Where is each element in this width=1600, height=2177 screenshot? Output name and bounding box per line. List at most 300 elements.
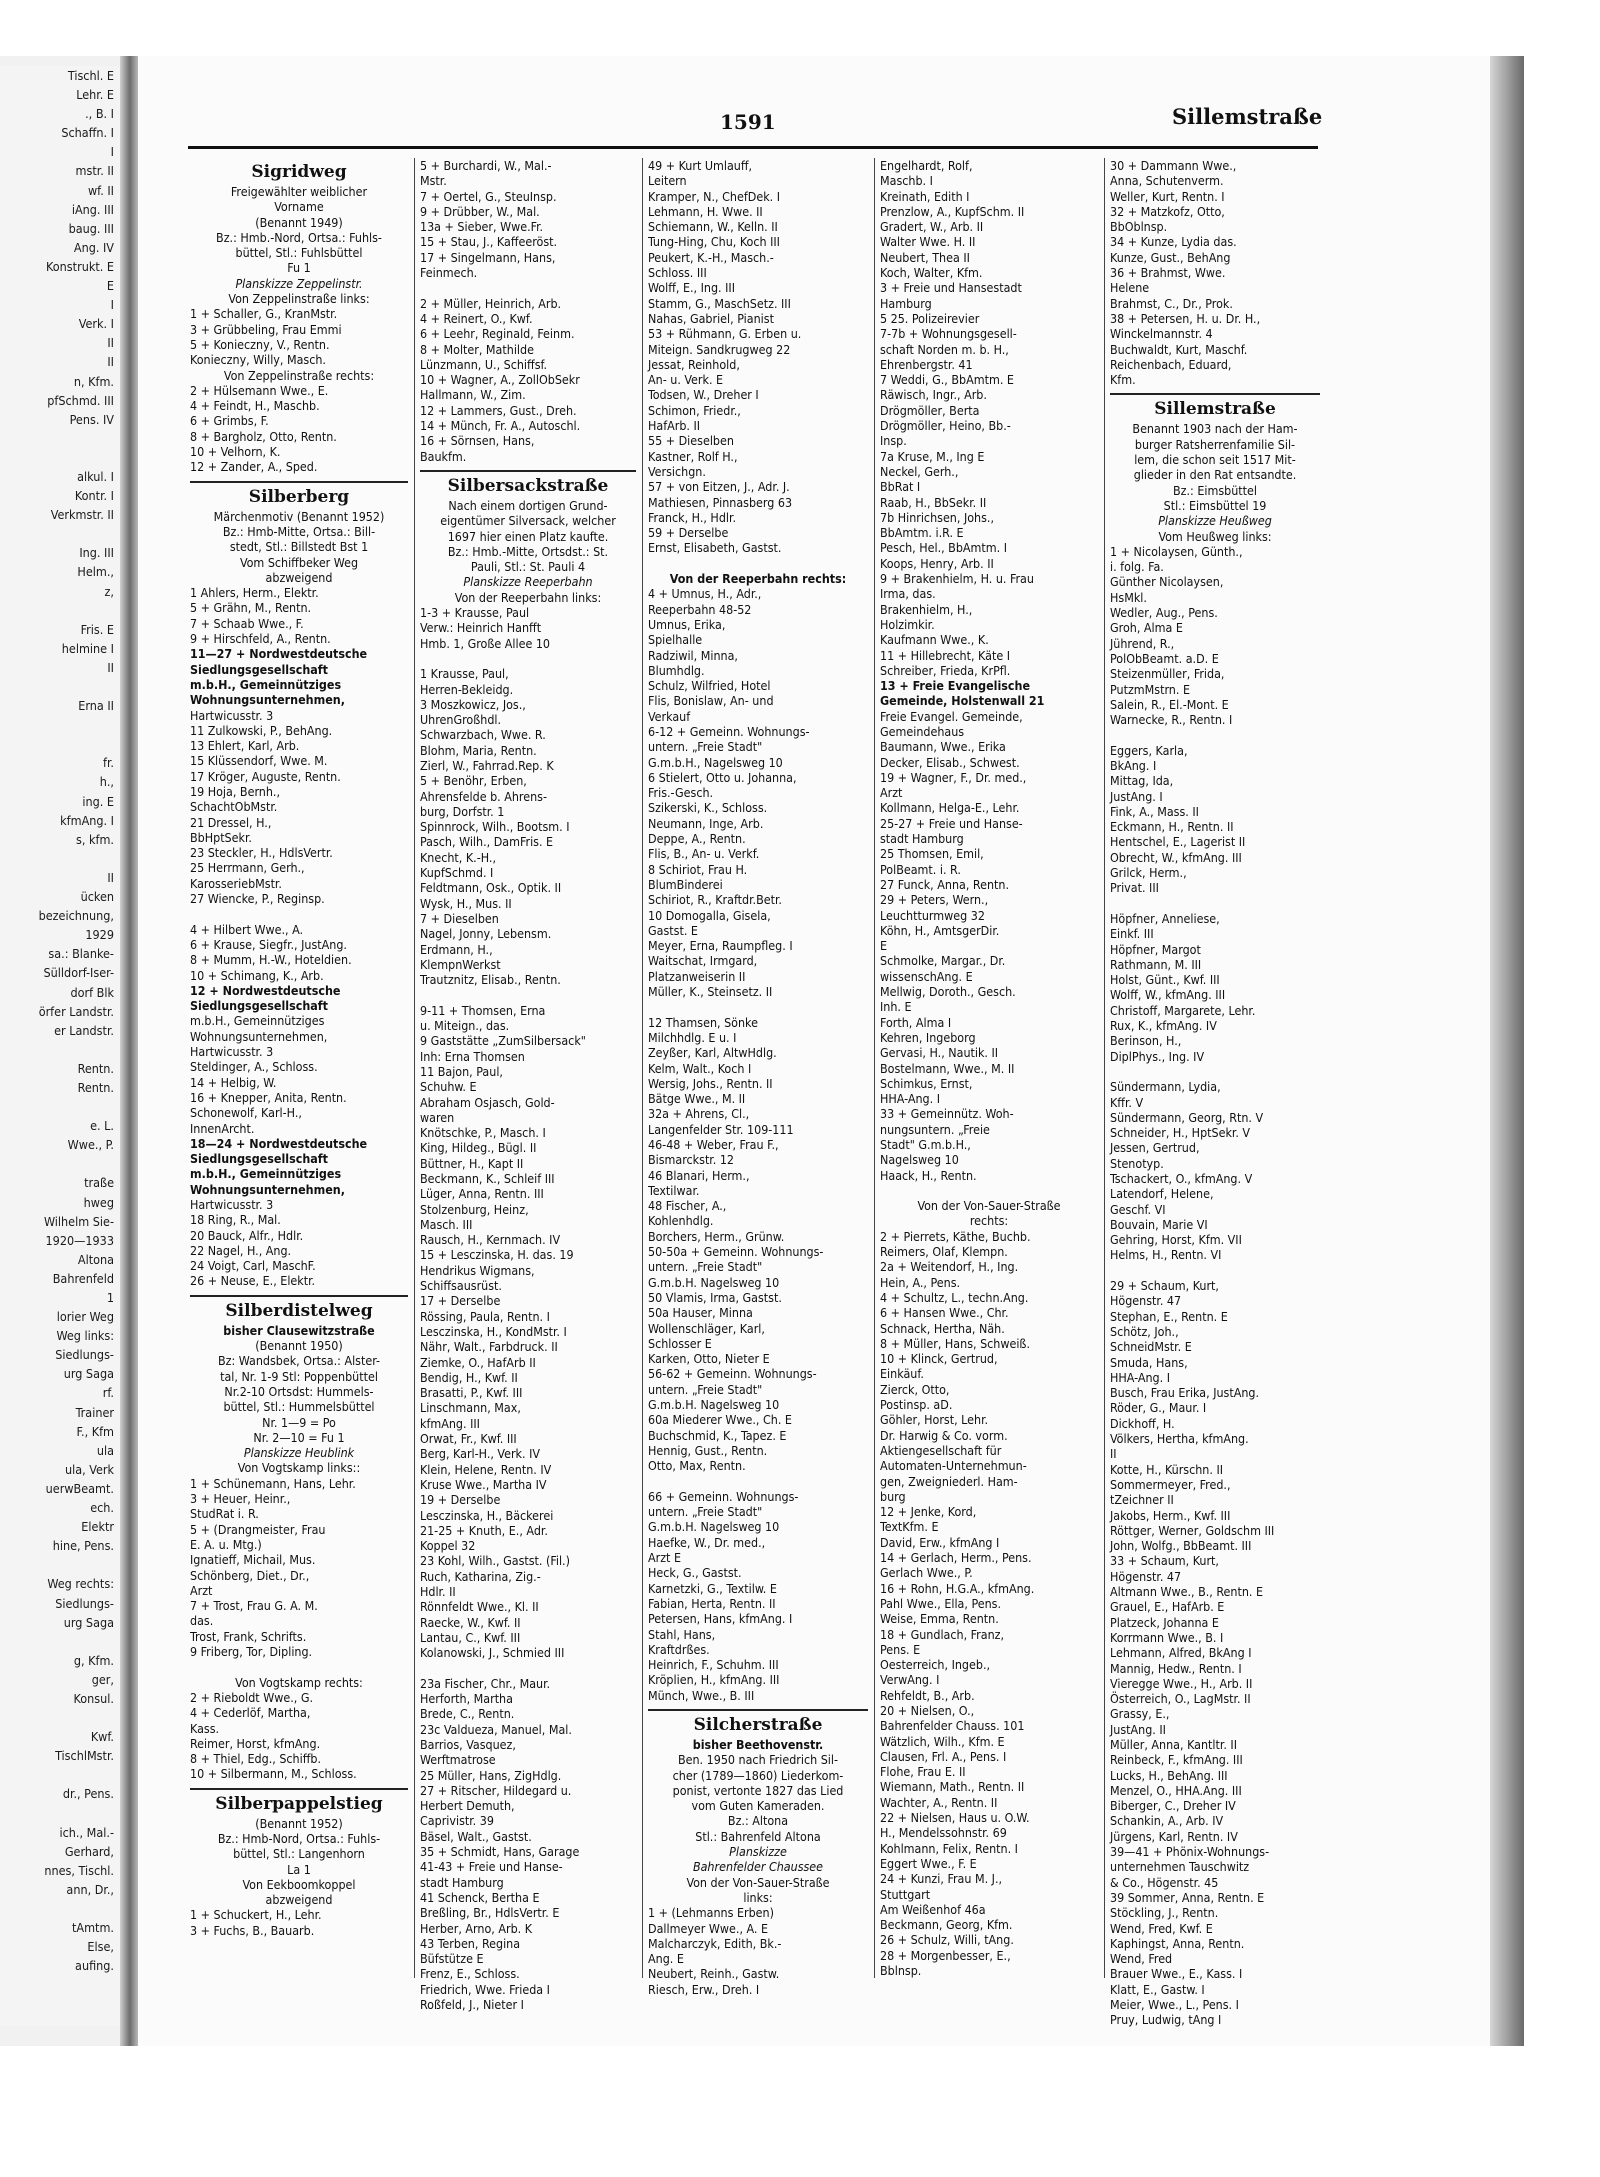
directory-line: Raecke, W., Kwf. II	[420, 1614, 521, 1630]
directory-column-2	[420, 158, 636, 2013]
directory-line: Gervasi, H., Nautik. II	[880, 1045, 999, 1061]
directory-line: Flis, B., An- u. Verkf.	[648, 846, 760, 862]
directory-line: Lüger, Anna, Rentn. III	[420, 1186, 544, 1202]
directory-line: 24 Voigt, Carl, MaschF.	[190, 1258, 316, 1274]
directory-line: Nagel, Jonny, Lebensm.	[420, 926, 552, 942]
directory-line: Gradert, W., Arb. II	[880, 219, 984, 235]
directory-line: 13a + Sieber, Wwe.Fr.	[420, 219, 544, 235]
left-page-line: Weg links:	[56, 1328, 114, 1344]
directory-line: 23a Fischer, Chr., Maur.	[420, 1675, 551, 1691]
left-page-line: Kontr. I	[74, 488, 114, 504]
directory-line: 19 + Derselbe	[420, 1492, 501, 1508]
directory-line: 22 Nagel, H., Ang.	[190, 1242, 292, 1258]
directory-line: Vorname	[274, 199, 324, 215]
directory-line: 1697 hier einen Platz kaufte.	[447, 528, 609, 544]
directory-line: Gemeinde, Holstenwall 21	[880, 693, 1045, 709]
directory-line: Wiemann, Math., Rentn. II	[880, 1779, 1025, 1795]
left-page-line: Konstrukt. E	[46, 258, 114, 274]
left-page-line: tAmtm.	[72, 1920, 114, 1936]
directory-line: 12 + Lammers, Gust., Dreh.	[420, 402, 577, 418]
directory-line: Räwisch, Ingr., Arb.	[880, 387, 987, 403]
left-page-line: Bahrenfeld	[52, 1270, 114, 1286]
directory-line: Jessat, Reinhold,	[648, 356, 740, 372]
directory-line: Kastner, Rolf H.,	[648, 448, 738, 464]
directory-line: G.m.b.H. Nagelsweg 10	[648, 1397, 780, 1413]
directory-line: 26 + Neuse, E., Elektr.	[190, 1273, 316, 1289]
directory-line: stadt Hamburg	[880, 831, 964, 847]
left-page-line: z,	[104, 583, 114, 599]
directory-line: Berg, Karl-H., Verk. IV	[420, 1446, 540, 1462]
directory-line: Planskizze	[729, 1844, 787, 1860]
directory-line: 21 Dressel, H.,	[190, 814, 272, 830]
left-page-line: bezeichnung,	[38, 908, 114, 924]
directory-line: Verw.: Heinrich Hanfft	[420, 620, 542, 636]
directory-line: Schloss. III	[648, 265, 707, 281]
directory-line: Wend, Fred	[1110, 1951, 1173, 1967]
directory-line: Wersig, Johs., Rentn. II	[648, 1075, 773, 1091]
directory-line: PolBeamt. i. R.	[880, 861, 961, 877]
directory-line: Rössing, Paula, Rentn. I	[420, 1308, 550, 1324]
directory-line: Wysk, H., Mus. II	[420, 895, 512, 911]
directory-line: Lehmann, H. Wwe. II	[648, 203, 763, 219]
directory-line: 5 + Benöhr, Erben,	[420, 773, 527, 789]
directory-line: m.b.H., Gemeinnütziges	[190, 1166, 342, 1182]
left-page-line: Ing. III	[79, 545, 114, 561]
directory-line: 11 + Hillebrecht, Käte I	[880, 647, 1011, 663]
directory-line: Riesch, Erw., Dreh. I	[648, 1981, 760, 1997]
directory-line: Schonewolf, Karl-H.,	[190, 1105, 302, 1121]
directory-line: Zierl, W., Fahrrad.Rep. K	[420, 757, 554, 773]
directory-line: Salein, R., El.-Mont. E	[1110, 696, 1229, 712]
directory-line: Ben. 1950 nach Friedrich Sil-	[677, 1752, 839, 1768]
directory-line: Dallmeyer Wwe., A. E	[648, 1920, 769, 1936]
directory-line: Kröplien, H., kfmAng. III	[648, 1672, 780, 1688]
directory-line: glieder in den Rat entsandte.	[1133, 467, 1297, 483]
directory-line: 4 + Schultz, L., techn.Ang.	[880, 1289, 1029, 1305]
directory-line: 14 + Gerlach, Herm., Pens.	[880, 1550, 1032, 1566]
directory-line: Stolzenburg, Heinz,	[420, 1201, 529, 1217]
directory-line: 8 + Molter, Mathilde	[420, 341, 534, 357]
directory-line: Nagelsweg 10	[880, 1152, 959, 1168]
directory-line: 15 + Stau, J., Kaffeeröst.	[420, 234, 558, 250]
directory-line: PolObBeamt. a.D. E	[1110, 650, 1219, 666]
left-page-line: ., B. I	[85, 106, 114, 122]
directory-line: & Co., Högenstr. 45	[1110, 1874, 1219, 1890]
directory-line: Röder, G., Maur. I	[1110, 1400, 1207, 1416]
directory-line: Grilck, Herm.,	[1110, 865, 1187, 881]
directory-line	[1110, 727, 1320, 742]
directory-line: StudRat i. R.	[190, 1506, 259, 1522]
directory-line: 7-7b + Wohnungsgesell-	[880, 326, 1017, 342]
directory-line: BbAmtm. i.R. E	[880, 525, 964, 541]
directory-line: Ehrenbergstr. 41	[880, 356, 973, 372]
left-page-line: ann, Dr.,	[66, 1881, 114, 1897]
directory-line: Stephan, E., Rentn. E	[1110, 1308, 1228, 1324]
directory-line: Bz.: Eimsbüttel	[1173, 482, 1257, 498]
left-page-line: urg Saga	[63, 1366, 114, 1382]
left-page-line	[0, 849, 120, 868]
directory-line: Haack, H., Rentn.	[880, 1167, 977, 1183]
directory-line: eigentümer Silversack, welcher	[440, 513, 616, 529]
directory-line: 36 + Brahmst, Wwe.	[1110, 265, 1226, 281]
directory-line: 6 + Grimbs, F.	[190, 413, 269, 429]
directory-line: Bismarckstr. 12	[648, 1152, 735, 1168]
directory-line: Röttger, Werner, Goldschm III	[1110, 1522, 1275, 1538]
directory-line: 8 Schiriot, Frau H.	[648, 861, 748, 877]
directory-line: 20 Bauck, Alfr., Hdlr.	[190, 1227, 304, 1243]
directory-line: DiplPhys., Ing. IV	[1110, 1048, 1205, 1064]
directory-line: untern. „Freie Stadt"	[648, 1259, 763, 1275]
directory-line: UhrenGroßhdl.	[420, 712, 502, 728]
left-page-line: Ang. IV	[73, 239, 114, 255]
directory-line: tal, Nr. 1-9 Stl: Poppenbüttel	[220, 1368, 378, 1384]
directory-line: Einkäuf.	[880, 1366, 924, 1382]
directory-line: Stadt" G.m.b.H.,	[880, 1137, 971, 1152]
directory-line: 27 + Ritscher, Hildegard u.	[420, 1782, 572, 1798]
directory-line: Nahas, Gabriel, Pianist	[648, 310, 774, 326]
directory-line: 9-11 + Thomsen, Erna	[420, 1002, 546, 1018]
directory-line: Münch, Wwe., B. III	[648, 1687, 755, 1703]
directory-line: Arzt	[190, 1582, 213, 1598]
directory-line: Weller, Kurt, Rentn. I	[1110, 188, 1225, 204]
directory-line: 29 + Schaum, Kurt,	[1110, 1278, 1219, 1294]
directory-line: Flis, Bonislaw, An- und	[648, 693, 774, 709]
directory-column-3	[648, 158, 868, 1997]
directory-line: Brede, C., Rentn.	[420, 1706, 515, 1722]
directory-line: 7 + Dieselben	[420, 910, 499, 926]
directory-line: Schwarzbach, Wwe. R.	[420, 727, 546, 743]
directory-line: 4 + Reinert, O., Kwf.	[420, 310, 533, 326]
directory-line: untern. „Freie Stadt"	[648, 1504, 763, 1520]
directory-line: Stamm, G., MaschSetz. III	[648, 295, 791, 311]
left-page-line	[0, 1097, 120, 1116]
directory-line: 4 + Umnus, H., Adr.,	[648, 586, 762, 602]
directory-line: Latendorf, Helene,	[1110, 1186, 1214, 1202]
directory-line: 15 + Lesczinska, H. das. 19	[420, 1247, 574, 1263]
directory-line: cher (1789—1860) Liederkom-	[672, 1767, 844, 1783]
directory-line: Barrios, Vasquez,	[420, 1736, 516, 1752]
directory-line: Von der Von-Sauer-Straße	[686, 1874, 830, 1890]
directory-line: Rehfeldt, B., Arb.	[880, 1687, 975, 1703]
directory-line: 41 Schenck, Bertha E	[420, 1889, 540, 1905]
directory-line: 48 Fischer, A.,	[648, 1198, 727, 1214]
directory-line: Neubert, Reinh., Gastw.	[648, 1966, 780, 1982]
left-page-line: 1929	[85, 927, 114, 943]
directory-line: Ruch, Katharina, Zig.-	[420, 1568, 541, 1584]
directory-line: das.	[190, 1613, 214, 1629]
directory-line: Szikerski, K., Schloss.	[648, 800, 768, 816]
directory-line: 9 Gaststätte „ZumSilbersack"	[420, 1033, 586, 1049]
directory-line: Gemeindehaus	[880, 723, 965, 739]
directory-line: 6-12 + Gemeinn. Wohnungs-	[648, 723, 810, 739]
directory-line: Stöckling, J., Rentn.	[1110, 1905, 1219, 1921]
directory-line	[190, 1659, 408, 1674]
directory-line: 7 + Oertel, G., SteuInsp.	[420, 188, 557, 204]
directory-line: bisher Clausewitzstraße	[223, 1322, 375, 1338]
directory-line: Mathiesen, Pinnasberg 63	[648, 494, 793, 510]
directory-line: 7 Weddi, G., BbAmtm. E	[880, 372, 1014, 388]
left-page-line: II	[107, 335, 114, 351]
street-heading: Silbersackstraße	[420, 470, 636, 498]
directory-line: Blumhdlg.	[648, 662, 705, 678]
directory-line: 17 + Derselbe	[420, 1293, 501, 1309]
directory-line: Helene	[1110, 280, 1150, 296]
directory-line: vom Guten Kameraden.	[691, 1798, 825, 1814]
directory-line: stadt Hamburg	[420, 1874, 504, 1890]
left-page-line: II	[107, 659, 114, 675]
directory-line: Von Vogtskamp rechts:	[235, 1674, 363, 1690]
directory-line: 8 + Mumm, H.-W., Hoteldien.	[190, 952, 352, 968]
directory-line: Koppel 32	[420, 1538, 476, 1554]
directory-line: 33 + Gemeinnütz. Woh-	[880, 1106, 1014, 1122]
directory-line: Prenzlow, A., KupfSchm. II	[880, 203, 1025, 219]
directory-line: BbOblnsp.	[1110, 219, 1168, 235]
directory-line: stedt, Stl.: Billstedt Bst 1	[229, 539, 369, 555]
directory-line: Hdlr. II	[420, 1584, 456, 1600]
directory-line: KupfSchmd. I	[420, 865, 494, 881]
directory-line: Kolanowski, J., Schmied III	[420, 1645, 565, 1661]
directory-line: Von Eekboomkoppel	[242, 1876, 356, 1892]
left-page-line: Rentn.	[77, 1060, 114, 1076]
directory-line: An- u. Verk. E	[648, 372, 724, 388]
directory-line: PutzmMstrn. E	[1110, 681, 1190, 697]
directory-line: Schönberg, Diet., Dr.,	[190, 1567, 310, 1583]
directory-line: Schiriot, R., Kraftdr.Betr.	[648, 892, 782, 908]
directory-line: Abraham Osjasch, Gold-	[420, 1094, 555, 1110]
directory-line: Planskizze Zeppelinstr.	[235, 275, 363, 291]
left-page-line: ula	[96, 1442, 114, 1458]
directory-line: BlumBinderei	[648, 876, 723, 892]
directory-line: Bostelmann, Wwe., M. II	[880, 1060, 1015, 1076]
directory-column-4	[880, 158, 1098, 1978]
directory-line: Holzimkir.	[880, 616, 935, 632]
directory-line: Postinsp. aD.	[880, 1397, 953, 1413]
directory-line: Reimer, Horst, kfmAng.	[190, 1735, 321, 1751]
left-page-line: s, kfm.	[76, 831, 114, 847]
left-page-line	[0, 601, 120, 620]
directory-line: Wollenschläger, Karl,	[648, 1320, 765, 1336]
directory-line: Decker, Elisab., Schwest.	[880, 754, 1020, 770]
left-page-line: dr., Pens.	[62, 1786, 114, 1802]
directory-line: Wachter, A., Rentn. II	[880, 1794, 998, 1810]
directory-line: 3 + Grübbeling, Frau Emmi	[190, 321, 342, 337]
directory-line: Platzanweiserin II	[648, 968, 746, 984]
left-page-line: Elektr	[81, 1519, 114, 1535]
left-page-line: sa.: Blanke-	[48, 946, 114, 962]
directory-line: Vieregge Wwe., H., Arb. II	[1110, 1675, 1253, 1691]
directory-line: La 1	[287, 1861, 311, 1877]
directory-line: 13 Ehlert, Karl, Arb.	[190, 738, 300, 754]
directory-line: 19 Hoja, Bernh.,	[190, 783, 281, 799]
directory-line: Lantau, C., Kwf. III	[420, 1629, 521, 1645]
left-page-line	[0, 1555, 120, 1574]
directory-line: 33 + Schaum, Kurt,	[1110, 1553, 1219, 1569]
directory-line: Günther Nicolaysen,	[1110, 574, 1224, 590]
directory-line: Malcharczyk, Edith, Bk.-	[648, 1935, 782, 1951]
directory-line: G.m.b.H. Nagelsweg 10	[648, 1274, 780, 1290]
directory-line: Mstr.	[420, 173, 447, 189]
directory-line: 25-27 + Freie und Hanse-	[880, 815, 1023, 831]
directory-line: Raab, H., BbSekr. II	[880, 494, 987, 510]
directory-line: Jessen, Gertrud,	[1110, 1140, 1200, 1156]
directory-line: 6 + Leehr, Reginald, Feinm.	[420, 326, 575, 342]
directory-line: Grassy, E.,	[1110, 1706, 1170, 1722]
directory-line: 6 Stielert, Otto u. Johanna,	[648, 769, 797, 785]
directory-line: Kramper, N., ChefDek. I	[648, 188, 781, 204]
left-page-line: E	[106, 278, 114, 294]
directory-line: Benannt 1903 nach der Ham-	[1132, 421, 1298, 437]
left-page-line: hweg	[83, 1194, 114, 1210]
directory-line: 5 + Grähn, M., Rentn.	[190, 600, 312, 616]
directory-line: Schimon, Friedr.,	[648, 402, 741, 418]
directory-line: 9 + Hirschfeld, A., Rentn.	[190, 631, 331, 647]
directory-line: E	[880, 938, 888, 954]
directory-column-1	[190, 158, 408, 1978]
left-page-line: lorier Weg	[56, 1309, 114, 1325]
directory-line: Groh, Alma E	[1110, 620, 1183, 636]
directory-line: Wohnungsunternehmen,	[190, 1028, 328, 1044]
directory-line: 11 Zulkowski, P., BehAng.	[190, 722, 333, 738]
directory-line: 23c Valdueza, Manuel, Mal.	[420, 1721, 572, 1737]
directory-line: Drögmöller, Berta	[880, 402, 980, 418]
directory-line	[420, 280, 636, 295]
directory-line: 32 + Matzkofz, Otto,	[1110, 203, 1225, 219]
directory-line: unternehmen Tauschwitz	[1110, 1859, 1250, 1875]
directory-line: Clausen, Frl. A., Pens. I	[880, 1748, 1007, 1764]
left-page-line: Konsul.	[73, 1690, 114, 1706]
directory-line: Grauel, E., HafArb. E	[1110, 1599, 1225, 1615]
directory-line: Dr. Harwig & Co. vorm.	[880, 1427, 1008, 1443]
directory-line: Maschb. I	[880, 173, 933, 189]
directory-line: Schnack, Hertha, Näh.	[880, 1320, 1005, 1336]
left-page-line: Helm.,	[77, 564, 114, 580]
directory-line: gen, Zweigniederl. Ham-	[880, 1473, 1018, 1489]
book-gutter	[120, 56, 138, 2046]
directory-line: Von Vogtskamp links::	[237, 1460, 361, 1476]
directory-line: 50 Vlamis, Irma, Gastst.	[648, 1289, 782, 1305]
left-page-line: n, Kfm.	[73, 373, 114, 389]
directory-line: King, Hildeg., Bügl. II	[420, 1140, 537, 1156]
directory-line: Spinnrock, Wilh., Bootsm. I	[420, 819, 570, 835]
directory-line: Friedrich, Wwe. Frieda I	[420, 1981, 550, 1997]
left-page-line	[0, 1765, 120, 1784]
directory-line: Vom Heußweg links:	[1158, 528, 1272, 544]
directory-line: Insp.	[880, 433, 907, 449]
directory-line: Ignatieff, Michail, Mus.	[190, 1552, 316, 1568]
left-page-line: g, Kfm.	[73, 1652, 114, 1668]
directory-line: Winckelmannstr. 4	[1110, 326, 1213, 342]
directory-line: Freie Evangel. Gemeinde,	[880, 708, 1023, 724]
directory-line: 55 + Dieselben	[648, 433, 734, 449]
directory-line: 2 + Müller, Heinrich, Arb.	[420, 295, 562, 311]
directory-line: Herber, Arno, Arb. K	[420, 1920, 533, 1936]
left-page-line: I	[110, 297, 114, 313]
directory-line: Walter Wwe. H. II	[880, 234, 976, 250]
left-page-line	[0, 1804, 120, 1823]
directory-line: Buchschmid, K., Tapez. E	[648, 1427, 787, 1443]
directory-line: Nach einem dortigen Grund-	[448, 497, 608, 513]
directory-line: Büttner, H., Kapt II	[420, 1155, 524, 1171]
directory-line: Blohm, Maria, Rentn.	[420, 742, 537, 758]
left-page-line: iAng. III	[71, 201, 114, 217]
directory-line: 9 Friberg, Tor, Dipling.	[190, 1644, 313, 1660]
directory-line: Kaufmann Wwe., K.	[880, 632, 989, 648]
directory-line: burg	[880, 1488, 906, 1504]
directory-line: 3 Moszkowicz, Jos.,	[420, 696, 526, 712]
directory-line: JustAng. I	[1110, 788, 1163, 804]
directory-line: Hmb. 1, Große Allee 10	[420, 635, 551, 651]
directory-line: Kehren, Ingeborg	[880, 1029, 976, 1045]
directory-line: Kffr. V	[1110, 1094, 1144, 1110]
directory-line: HafArb. II	[648, 418, 701, 434]
directory-line: Trost, Frank, Schrifts.	[190, 1628, 307, 1644]
directory-line: 46-48 + Weber, Frau F.,	[648, 1137, 779, 1152]
directory-line: abzweigend	[265, 1892, 333, 1908]
directory-line: Hamburg	[880, 295, 932, 311]
directory-line: TextKfm. E	[880, 1519, 939, 1535]
left-page-line: aufing.	[75, 1958, 114, 1974]
directory-line: Korrmann Wwe., B. I	[1110, 1629, 1224, 1645]
left-page-line	[0, 677, 120, 696]
street-heading: Silcherstraße	[648, 1709, 868, 1737]
directory-line: büttel, Stl.: Hummelsbüttel	[223, 1399, 375, 1415]
directory-line: 16 + Rohn, H.G.A., kfmAng.	[880, 1580, 1035, 1596]
directory-line: Märchenmotiv (Benannt 1952)	[213, 508, 385, 524]
directory-line: 10 Domogalla, Gisela,	[648, 907, 771, 923]
directory-line: Lesczinska, H., KondMstr. I	[420, 1323, 567, 1339]
left-page-line: Trainer	[75, 1404, 114, 1420]
directory-line: InnenArcht.	[190, 1120, 255, 1136]
left-page-line: wf. II	[87, 182, 114, 198]
left-page-line: Sülldorf-Iser-	[43, 965, 114, 981]
directory-line: Rathmann, M. III	[1110, 956, 1202, 972]
left-page-line: 1920—1933	[45, 1232, 114, 1248]
directory-line: Jührend, R.,	[1110, 635, 1175, 651]
directory-line: Tschackert, O., kfmAng. V	[1110, 1171, 1253, 1186]
directory-line: Eggers, Karla,	[1110, 742, 1188, 758]
directory-line: Büfstütze E	[420, 1951, 484, 1967]
directory-line: Inh: Erna Thomsen	[420, 1048, 525, 1064]
directory-line: Petersen, Hans, kfmAng. I	[648, 1611, 793, 1627]
directory-line: Buchwaldt, Kurt, Maschf.	[1110, 341, 1248, 357]
directory-line: Umnus, Erika,	[648, 616, 726, 632]
directory-line: Feinmech.	[420, 265, 478, 281]
directory-line: 12 + Nordwestdeutsche	[190, 982, 341, 998]
directory-line	[1110, 1064, 1320, 1079]
directory-line: 57 + von Eitzen, J., Adr. J.	[648, 479, 790, 495]
directory-line: Planskizze Heublink	[243, 1445, 355, 1461]
directory-line: 7 + Schaab Wwe., F.	[190, 615, 304, 631]
directory-line: II	[1110, 1446, 1117, 1462]
directory-line: Bblnsp.	[880, 1963, 922, 1979]
directory-line: Sündermann, Lydia,	[1110, 1079, 1221, 1095]
directory-line: 56-62 + Gemeinn. Wohnungs-	[648, 1366, 817, 1382]
directory-line: Radziwil, Minna,	[648, 647, 738, 663]
directory-line: Steizenmüller, Frida,	[1110, 666, 1225, 682]
directory-line: Mannig, Hedw., Rentn. I	[1110, 1660, 1242, 1676]
directory-line: 18 Ring, R., Mal.	[190, 1212, 281, 1228]
directory-line: untern. „Freie Stadt"	[648, 739, 763, 755]
directory-line: Hendrikus Wigmans,	[420, 1262, 535, 1278]
directory-line: Wolff, E., Ing. III	[648, 280, 735, 296]
directory-line: Reichenbach, Eduard,	[1110, 356, 1232, 372]
directory-line: Hartwicusstr. 3	[190, 707, 274, 723]
directory-line: 21-25 + Knuth, E., Adr.	[420, 1522, 548, 1538]
directory-line: 34 + Kunze, Lydia das.	[1110, 234, 1237, 250]
directory-line: Deppe, A., Rentn.	[648, 831, 746, 847]
directory-line: VerwAng. I	[880, 1672, 940, 1688]
directory-line: Brakenhielm, H.,	[880, 601, 973, 617]
